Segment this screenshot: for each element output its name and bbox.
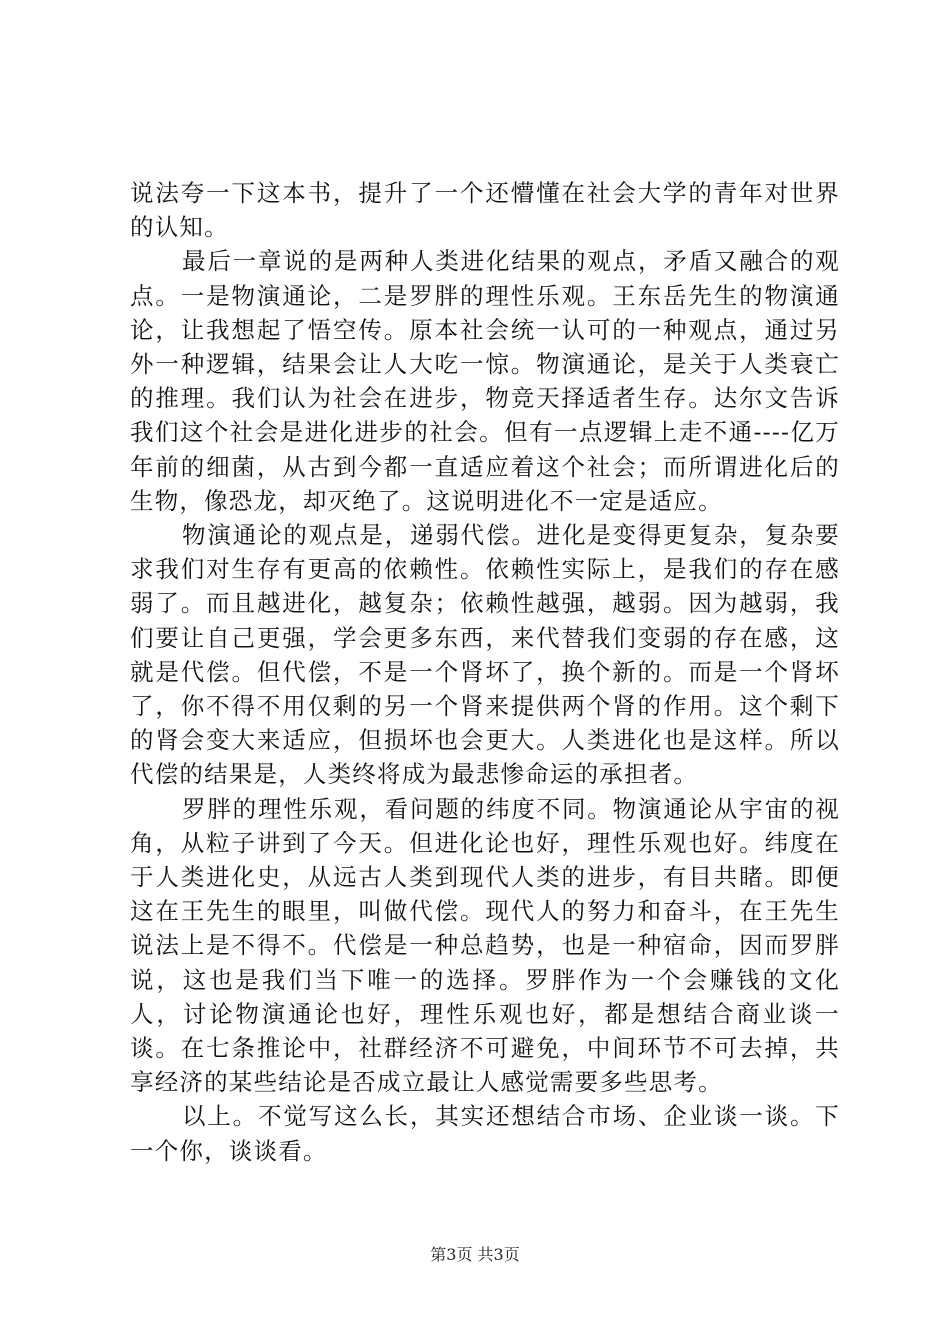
page-footer: 第3页 共3页 bbox=[430, 1245, 520, 1264]
paragraph-rational-optimism: 罗胖的理性乐观，看问题的纬度不同。物演通论从宇宙的视角，从粒子讲到了今天。但进化论也好，理性乐观也好。纬度在于人类进化史，从远古人类到现代人类的进步，有目共睹。即便这在王先生的眼里，叫做代偿。现代人的努力和奋斗，在王先生说法上是不得不。代偿是一种总趋势，也是一种宿命，因而罗胖说，这也是我们当下唯一的选择。罗胖作为一个会赚钱的文化人，讨论物演通论也好，理性乐观也好，都是想结合商业谈一谈。在七条推论中，社群经济不可避免，中间环节不可去掉，共享经济的某些结论是否成立最让人感觉需要多些思考。 bbox=[130, 794, 840, 1097]
document-body bbox=[130, 176, 840, 1168]
paragraph-closing: 以上。不觉写这么长，其实还想结合市场、企业谈一谈。下一个你，谈谈看。 bbox=[130, 1102, 840, 1165]
paragraph-continuation: 说法夸一下这本书，提升了一个还懵懂在社会大学的青年对世界的认知。 bbox=[130, 179, 840, 242]
paragraph-compensation: 物演通论的观点是，递弱代偿。进化是变得更复杂，复杂要求我们对生存有更高的依赖性。依赖性实际上，是我们的存在感弱了。而且越进化，越复杂；依赖性越强，越弱。因为越弱，我们要让自己更强，学会更多东西，来代替我们变弱的存在感，这就是代偿。但代偿，不是一个肾坏了，换个新的。而是一个肾坏了，你不得不用仅剩的另一个肾来提供两个肾的作用。这个剩下的肾会变大来适应，但损坏也会更大。人类进化也是这样。所以代偿的结果是，人类终将成为最悲惨命运的承担者。 bbox=[130, 521, 840, 789]
paragraph-final-chapter: 最后一章说的是两种人类进化结果的观点，矛盾又融合的观点。一是物演通论，二是罗胖的理性乐观。王东岳先生的物演通论，让我想起了悟空传。原本社会统一认可的一种观点，通过另外一种逻辑，结果会让人大吃一惊。物演通论，是关于人类衰亡的推理。我们认为社会在进步，物竞天择适者生存。达尔文告诉我们这个社会是进化进步的社会。但有一点逻辑上走不通----亿万年前的细菌，从古到今都一直适应着这个社会；而所谓进化后的生物，像恐龙，却灭绝了。这说明进化不一定是适应。 bbox=[130, 247, 840, 515]
